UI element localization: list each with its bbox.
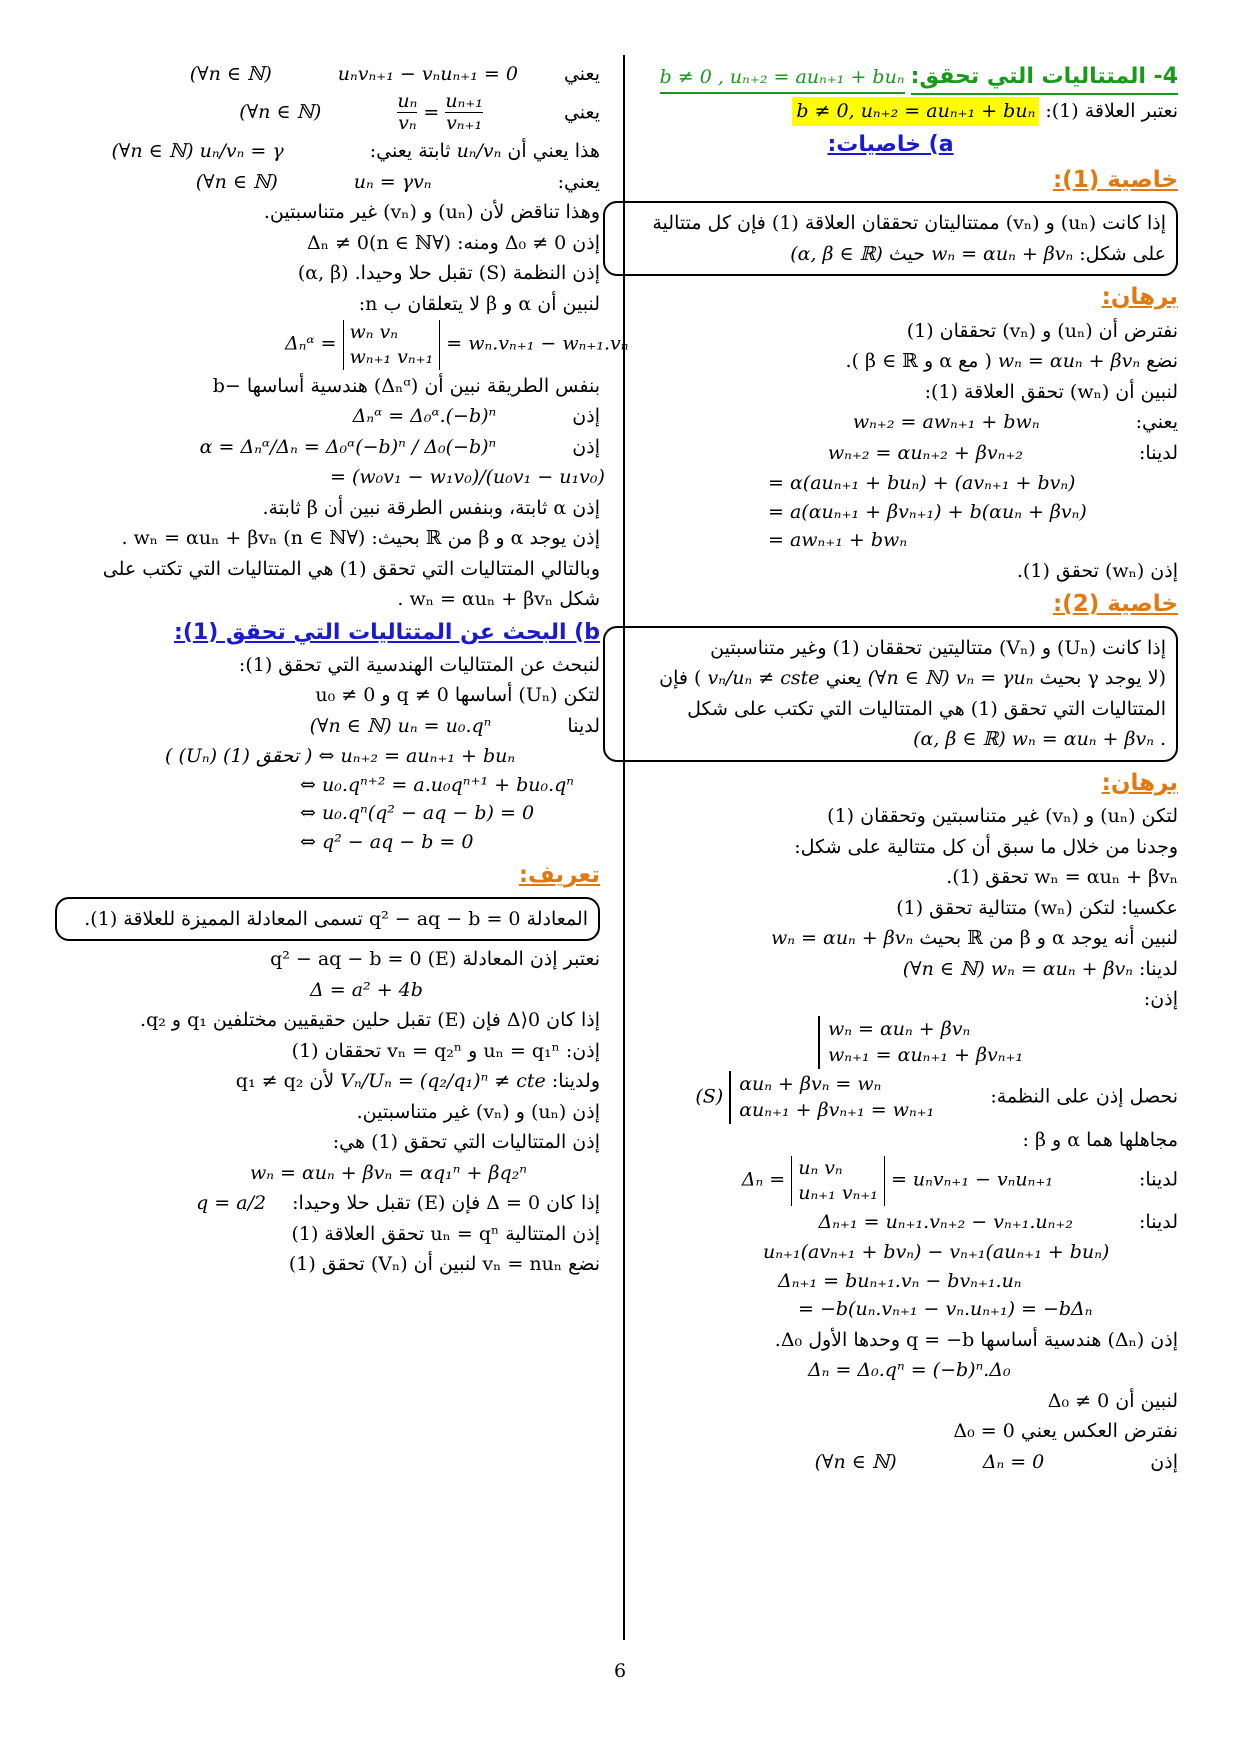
left-line-1 [55, 60, 600, 89]
proof1-l4a: يعني: [1135, 411, 1178, 433]
definition-title [55, 858, 600, 893]
proof2-line-15: إذن (Δₙ) هندسية أساسها q = −b وحدها الأول Δ₀. [774, 1328, 1178, 1351]
proof2-line-8 [603, 1071, 1178, 1124]
prop2-l2a: (لا يوجد γ بحيث [1039, 667, 1166, 689]
prop1-domain: (α, β ∈ ℝ) [790, 242, 883, 265]
definition-label: تعريف: [518, 862, 600, 889]
l1c: (∀n ∈ ℕ) [189, 63, 272, 85]
left-line-16: وبالتالي المتتاليات التي تحقق (1) هي المتتاليات التي تكتب على [102, 557, 600, 580]
proof2-line-10 [603, 1156, 1178, 1205]
proof1-line-2 [603, 347, 1178, 376]
left-line-10: بنفس الطريقة نبين أن (Δₙᵅ) هندسية أساسها −b [212, 374, 600, 397]
frac2-den: vₙ₊₁ [446, 112, 483, 135]
l12b: α = Δₙᵅ/Δₙ = Δ₀ᵅ(−b)ⁿ / Δ₀(−b)ⁿ [199, 435, 497, 458]
definition-box [55, 897, 600, 942]
left-line-6: إذن Δ₀ ≠ 0 ومنه: (∀n ∈ ℕ)Δₙ ≠ 0 [306, 231, 600, 254]
delta-alpha-result: = wₙ.vₙ₊₁ − wₙ₊₁.vₙ [446, 332, 629, 355]
proof2-line-14: = −b(uₙ.vₙ₊₁ − vₙ.uₙ₊₁) = −bΔₙ [798, 1298, 1093, 1321]
section-b-heading [55, 616, 600, 649]
proof2-l10a: لدينا: [1139, 1169, 1178, 1192]
left-line-3 [55, 137, 600, 166]
determinant-delta [742, 1156, 1053, 1205]
property-1-line-2 [615, 240, 1166, 269]
sys2-row1: αuₙ + βvₙ = wₙ [739, 1072, 882, 1095]
proof2-line-5 [603, 924, 1178, 953]
left-line-28: إذن: uₙ = q₁ⁿ و vₙ = q₂ⁿ تحققان (1) [291, 1039, 600, 1062]
proof2-line-9: مجاهلها هما α و β : [1022, 1128, 1178, 1151]
section-4-title: 4- المتتاليات التي تحقق: [911, 60, 1178, 95]
proof1-l2b: wₙ = αuₙ + βvₙ [997, 350, 1141, 372]
proof2-line-6 [603, 955, 1178, 984]
left-line-31: إذن المتتاليات التي تحقق (1) هي: [332, 1131, 600, 1154]
l20b: (∀n ∈ ℕ) uₙ = u₀.qⁿ [309, 714, 492, 737]
left-line-24: ⇔ q² − aq − b = 0 [300, 830, 474, 853]
left-line-23: ⇔ u₀.qⁿ(q² − aq − b) = 0 [300, 802, 535, 825]
system-brace-2 [729, 1071, 934, 1124]
proof2-line-18: نفترض العكس يعني Δ₀ = 0 [953, 1420, 1178, 1443]
section-a-heading [603, 128, 1178, 161]
prop2-l4: (α, β ∈ ℝ) wₙ = αuₙ + βvₙ . [913, 728, 1166, 750]
sys1-row1: wₙ = αuₙ + βvₙ [828, 1017, 971, 1040]
left-line-8: لنبين أن α و β لا يتعلقان ب n: [358, 292, 600, 315]
l4b: uₙ = γvₙ [353, 170, 432, 193]
proof2-line-16: Δₙ = Δ₀.qⁿ = (−b)ⁿ.Δ₀ [808, 1359, 1011, 1382]
proof-2-label: برهان: [1101, 769, 1178, 796]
l29a: ولدينا: [551, 1070, 600, 1093]
property-2-line-2 [615, 664, 1166, 693]
property-1-line-1: إذا كانت (uₙ) و (vₙ) ممتتاليتان تحققان العلاقة (1) فإن كل متتالية [652, 212, 1166, 234]
l29b: Vₙ/Uₙ = (q₂/q₁)ⁿ ≠ cte [340, 1070, 546, 1093]
left-line-19: لتكن (Uₙ) أساسها q ≠ 0 و u₀ ≠ 0 [315, 684, 600, 707]
sys1-row2: wₙ₊₁ = αuₙ₊₁ + βvₙ₊₁ [828, 1044, 1024, 1067]
left-line-9 [55, 320, 629, 369]
frac-1 [397, 91, 417, 136]
proof1-line-5 [603, 439, 1178, 468]
proof2-l11a: لدينا: [1139, 1210, 1178, 1233]
frac1-den: vₙ [398, 112, 417, 135]
proof1-line-1: نفترض أن (uₙ) و (vₙ) تحققان (1) [906, 319, 1178, 342]
left-line-33 [55, 1189, 600, 1218]
property-2-line-3: المتتاليات التي تحقق (1) هي المتتاليات التي تكتب على شكل [687, 697, 1166, 720]
section-a-title: a) خاصيات: [827, 131, 954, 157]
proof2-line-2: وجدنا من خلال ما سبق أن كل متتالية على شكل: [794, 835, 1178, 858]
det-row1: uₙ vₙ [798, 1157, 843, 1180]
proof1-line-7: = a(αuₙ₊₁ + βvₙ₊₁) + b(αuₙ + βvₙ) [768, 500, 1087, 523]
proof1-line-4 [603, 408, 1178, 437]
left-line-35: نضع vₙ = nuₙ لنبين أن (Vₙ) تحقق (1) [288, 1253, 600, 1276]
section-4-equation: b ≠ 0 , uₙ₊₂ = auₙ₊₁ + buₙ [660, 63, 905, 94]
left-line-32: wₙ = αuₙ + βvₙ = αq₁ⁿ + βq₂ⁿ [250, 1161, 527, 1184]
prop1-eq: wₙ = αuₙ + βvₙ [931, 242, 1074, 265]
l20a: لدينا [567, 714, 600, 737]
proof2-l8a: نحصل إذن على النظمة: [990, 1085, 1178, 1108]
l1a: يعني [563, 63, 600, 85]
left-line-15: إذن يوجد α و β من ℝ بحيث: (∀n ∈ ℕ) wₙ = αuₙ + βvₙ . [121, 527, 600, 550]
delta-alpha-matrix [343, 320, 441, 369]
section-b-title: b) البحث عن المتتاليات التي تحقق (1): [174, 619, 600, 645]
frac-2 [445, 91, 483, 136]
property-1-title [603, 163, 1178, 198]
definition-text: المعادلة q² − aq − b = 0 تسمى المعادلة المميزة للعلاقة (1). [84, 907, 588, 930]
det-matrix [791, 1156, 885, 1205]
left-line-29 [55, 1067, 600, 1096]
left-line-11 [55, 402, 600, 431]
section-4-heading [603, 60, 1178, 95]
l2a: يعني [563, 100, 600, 123]
left-line-5: وهذا تناقض لأن (uₙ) و (vₙ) غير متناسبتين. [263, 201, 600, 224]
page-number: 6 [613, 1660, 627, 1682]
right-column [603, 58, 1178, 1478]
proof1-line-6: = α(auₙ₊₁ + buₙ) + (avₙ₊₁ + bvₙ) [768, 472, 1076, 494]
proof2-system-1 [603, 1016, 1178, 1069]
system-S [695, 1071, 934, 1124]
left-line-20 [55, 712, 600, 741]
left-line-12 [55, 433, 600, 462]
proof-1-title [603, 280, 1178, 315]
prop2-l2c: يعني [825, 667, 862, 689]
left-line-17: شكل wₙ = αuₙ + βvₙ . [397, 588, 600, 611]
property-1-box [603, 201, 1178, 276]
column-divider [623, 55, 625, 1640]
l29c: لأن q₁ ≠ q₂ [235, 1070, 335, 1093]
left-line-13: = (w₀v₁ − w₁v₀)/(u₀v₁ − u₁v₀) [330, 466, 605, 489]
prop2-l2b: (∀n ∈ ℕ) vₙ = γuₙ [867, 667, 1034, 689]
left-line-27: إذا كان Δ⟩0 فإن (E) تقبل حلين حقيقيين مختلفين q₁ و q₂. [140, 1009, 600, 1032]
proof2-line-13: Δₙ₊₁ = buₙ₊₁.vₙ − bvₙ₊₁.uₙ [778, 1269, 1022, 1292]
proof1-l5a: لدينا: [1139, 441, 1178, 464]
left-column [55, 58, 629, 1281]
prop1-text-a: على شكل: [1079, 242, 1166, 265]
proof2-l6a: لدينا: [1139, 957, 1178, 980]
proof2-line-3: wₙ = αuₙ + βvₙ تحقق (1). [946, 866, 1178, 888]
proof1-l2c: ( مع α و β ∈ ℝ ). [845, 350, 992, 372]
prop1-text-c: حيث [888, 242, 926, 265]
system-S-label: (S) [695, 1085, 724, 1108]
l12a: إذن [572, 435, 600, 458]
proof2-l19b: Δₙ = 0 [982, 1450, 1045, 1473]
prop2-l2d: vₙ/uₙ ≠ cste [707, 667, 820, 689]
det-label: Δₙ = [741, 1169, 786, 1192]
l11a: إذن [572, 405, 600, 428]
prop2-l2e: ) فإن [659, 667, 702, 689]
property-2-line-1: إذا كانت (Uₙ) و (Vₙ) متتاليتين تحققان (1) وغير متناسبتين [710, 636, 1166, 659]
proof2-l19a: إذن [1150, 1450, 1178, 1473]
l3c: ثابتة يعني: [369, 140, 451, 163]
l3d: (∀n ∈ ℕ) uₙ/vₙ = γ [111, 140, 284, 163]
proof2-line-4: عكسيا: لتكن (wₙ) متتالية تحقق (1) [896, 896, 1178, 919]
property-2-line-4 [615, 725, 1166, 754]
det-result: = uₙvₙ₊₁ − vₙuₙ₊₁ [890, 1169, 1053, 1192]
proof-1-label: برهان: [1101, 284, 1178, 310]
proof2-line-12: uₙ₊₁(avₙ₊₁ + bvₙ) − vₙ₊₁(auₙ₊₁ + buₙ) [763, 1241, 1110, 1264]
left-line-18: لنبحث عن المتتاليات الهندسية التي تحقق (1): [238, 653, 600, 676]
left-line-25: نعتبر إذن المعادلة (E) q² − aq − b = 0 [270, 948, 600, 971]
delta-alpha-row2: wₙ₊₁ vₙ₊₁ [349, 345, 434, 368]
l1b: uₙvₙ₊₁ − vₙuₙ₊₁ = 0 [337, 63, 518, 85]
l11b: Δₙᵅ = Δ₀ᵅ.(−b)ⁿ [352, 405, 497, 428]
property-2-title [603, 587, 1178, 622]
delta-alpha-label: Δₙᵅ = [285, 332, 337, 355]
system-brace-1 [818, 1016, 1023, 1069]
proof2-line-17: لنبين أن Δ₀ ≠ 0 [1047, 1389, 1178, 1412]
left-line-26: Δ = a² + 4b [310, 978, 423, 1001]
proof2-l5b: wₙ = αuₙ + βvₙ [771, 927, 914, 949]
property-1-label: خاصية (1): [1052, 166, 1178, 193]
proof1-line-8: = awₙ₊₁ + bwₙ [768, 529, 908, 551]
left-line-30: إذن (uₙ) و (vₙ) غير متناسبتين. [356, 1100, 600, 1123]
sys2-row2: αuₙ₊₁ + βvₙ₊₁ = wₙ₊₁ [739, 1099, 935, 1122]
det-row2: uₙ₊₁ vₙ₊₁ [798, 1182, 878, 1205]
ratio-equality: $\frac{\text{uₙ}}{\text{vₙ}}$ = $\frac{\text{uₙ₊₁}}{\text{vₙ₊₁}}$ [397, 89, 483, 135]
left-line-34: إذن المتتالية uₙ = qⁿ تحقق العلاقة (1) [291, 1222, 600, 1245]
left-line-4 [55, 168, 600, 197]
proof2-line-7: إذن: [1143, 988, 1178, 1010]
frac1-num: uₙ [397, 89, 418, 112]
left-line-21: ( (Uₙ) تحقق (1) ) ⇔ uₙ₊₂ = auₙ₊₁ + buₙ [165, 745, 516, 768]
l3a: هذا يعني أن [507, 140, 600, 163]
proof-2-title [603, 766, 1178, 801]
property-2-box [603, 626, 1178, 762]
l33b: q = a/2 [196, 1192, 267, 1215]
proof1-line-9: إذن (wₙ) تحقق (1). [1016, 559, 1178, 582]
intro-text: نعتبر العلاقة (1): [1045, 100, 1178, 122]
left-line-7: إذن النظمة (S) تقبل حلا وحيدا. (α, β) [297, 262, 600, 285]
l3b: uₙ/vₙ [456, 140, 502, 163]
l4c: (∀n ∈ ℕ) [195, 170, 278, 193]
intro-line [603, 97, 1178, 126]
l4a: يعني: [557, 170, 600, 193]
left-line-14: إذن α ثابتة، وبنفس الطرقة نبين أن β ثابتة. [262, 496, 600, 519]
proof2-line-1: لتكن (uₙ) و (vₙ) غير متناسبتين وتحققان (1) [827, 805, 1178, 827]
l33a: إذا كان Δ = 0 فإن (E) تقبل حلا وحيدا: [292, 1192, 600, 1215]
delta-alpha-row1: wₙ vₙ [349, 321, 398, 344]
proof2-l5a: لنبين أنه يوجد α و β من ℝ بحيث [919, 927, 1178, 949]
proof2-l19c: (∀n ∈ ℕ) [814, 1450, 897, 1473]
proof1-line-3: لنبين أن (wₙ) تحقق العلاقة (1): [924, 380, 1178, 403]
proof2-l11b: Δₙ₊₁ = uₙ₊₁.vₙ₊₂ − vₙ₊₁.uₙ₊₂ [818, 1210, 1073, 1233]
l2c: (∀n ∈ ℕ) [239, 100, 322, 123]
frac2-num: uₙ₊₁ [445, 89, 483, 112]
proof2-l6b: (∀n ∈ ℕ) wₙ = αuₙ + βvₙ [902, 957, 1133, 980]
relation-1-highlight: b ≠ 0, uₙ₊₂ = auₙ₊₁ + buₙ [792, 97, 1039, 126]
proof1-l2a: نضع [1146, 350, 1178, 372]
proof2-line-19 [603, 1448, 1178, 1477]
proof1-l4b: wₙ₊₂ = awₙ₊₁ + bwₙ [852, 411, 1040, 433]
property-2-label: خاصية (2): [1052, 591, 1178, 617]
left-line-22: ⇔ u₀.qⁿ⁺² = a.u₀qⁿ⁺¹ + bu₀.qⁿ [300, 773, 575, 796]
proof2-line-11 [603, 1208, 1178, 1237]
proof1-l5b: wₙ₊₂ = αuₙ₊₂ + βvₙ₊₂ [827, 441, 1023, 464]
left-line-2 [55, 91, 600, 136]
